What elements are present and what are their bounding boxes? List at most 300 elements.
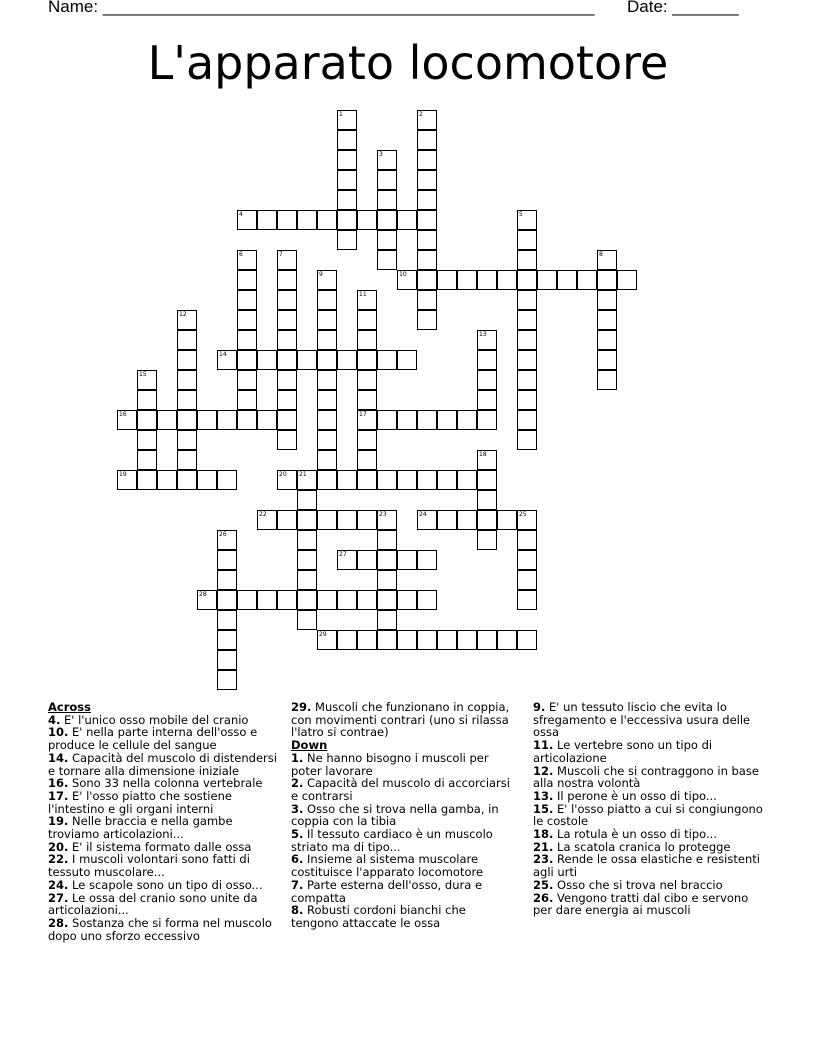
grid-cell[interactable] (137, 450, 157, 470)
grid-cell[interactable] (237, 330, 257, 350)
grid-cell[interactable] (237, 590, 257, 610)
grid-cell[interactable] (357, 210, 377, 230)
grid-cell[interactable] (337, 550, 357, 570)
grid-cell[interactable] (277, 290, 297, 310)
clue-text: La rotula è un osso di tipo... (557, 827, 717, 842)
clue-text: E' l'osso piatto a cui si congiungono le costole (533, 801, 763, 829)
grid-cell[interactable] (377, 190, 397, 210)
clue-number: 24. (48, 877, 69, 892)
clue-item (48, 892, 280, 917)
grid-cell[interactable] (477, 330, 497, 350)
clue-number: 16 (119, 411, 127, 418)
clue-text: Nelle braccia e nella gambe troviamo articolazioni... (48, 814, 233, 842)
grid-cell[interactable] (177, 310, 197, 330)
grid-cell[interactable] (517, 370, 537, 390)
grid-cell[interactable] (217, 410, 237, 430)
grid-cell[interactable] (417, 250, 437, 270)
grid-cell[interactable] (477, 450, 497, 470)
grid-cell[interactable] (357, 450, 377, 470)
clue-number: 8 (599, 251, 603, 258)
grid-cell[interactable] (257, 590, 277, 610)
grid-cell[interactable] (477, 390, 497, 410)
clue-number: 26 (219, 531, 227, 538)
grid-cell[interactable] (417, 270, 437, 290)
grid-cell[interactable] (257, 210, 277, 230)
grid-cell[interactable] (317, 590, 337, 610)
date-field[interactable]: Date: _______ (627, 0, 739, 16)
grid-cell[interactable] (217, 610, 237, 630)
grid-cell[interactable] (437, 630, 457, 650)
clue-item (533, 739, 763, 764)
grid-cell[interactable] (417, 130, 437, 150)
clue-item (48, 815, 280, 840)
grid-cell[interactable] (417, 170, 437, 190)
grid-cell[interactable] (357, 630, 377, 650)
clue-number: 6. (291, 852, 304, 867)
grid-cell[interactable] (617, 270, 637, 290)
clue-text: Muscoli che funzionano in coppia, con movimenti contrari (uno si rilassa l'latro si contrae) (291, 700, 510, 740)
clue-number: 6 (239, 251, 243, 258)
grid-cell[interactable] (257, 350, 277, 370)
grid-cell[interactable] (517, 410, 537, 430)
grid-cell[interactable] (217, 350, 237, 370)
grid-cell[interactable] (277, 210, 297, 230)
grid-cell[interactable] (537, 270, 557, 290)
grid-cell[interactable] (337, 150, 357, 170)
grid-cell[interactable] (337, 470, 357, 490)
clue-number: 2. (291, 776, 304, 791)
clue-number: 19. (48, 814, 69, 829)
grid-cell[interactable] (277, 590, 297, 610)
grid-cell[interactable] (477, 350, 497, 370)
grid-cell[interactable] (237, 390, 257, 410)
grid-cell[interactable] (317, 410, 337, 430)
clue-item (533, 853, 763, 878)
grid-cell[interactable] (597, 250, 617, 270)
grid-cell[interactable] (237, 250, 257, 270)
clue-number: 20. (48, 839, 69, 854)
clue-number: 9. (533, 700, 546, 714)
clues-column-1 (48, 701, 280, 942)
clue-item (291, 879, 516, 904)
grid-cell[interactable] (297, 570, 317, 590)
grid-cell[interactable] (457, 470, 477, 490)
grid-cell[interactable] (477, 270, 497, 290)
clue-number: 28 (199, 591, 207, 598)
grid-cell[interactable] (437, 510, 457, 530)
clue-number: 24 (419, 511, 427, 518)
grid-cell[interactable] (377, 510, 397, 530)
page-title: L'apparato locomotore (147, 36, 669, 90)
grid-cell[interactable] (517, 510, 537, 530)
grid-cell[interactable] (117, 470, 137, 490)
grid-cell[interactable] (517, 350, 537, 370)
grid-cell[interactable] (317, 390, 337, 410)
clue-text: E' l'osso piatto che sostiene l'intestino e gli organi interni (48, 788, 232, 816)
grid-cell[interactable] (517, 310, 537, 330)
grid-cell[interactable] (517, 590, 537, 610)
clue-text: Le vertebre sono un tipo di articolazione (533, 738, 713, 765)
grid-cell[interactable] (457, 510, 477, 530)
grid-cell[interactable] (437, 470, 457, 490)
grid-cell[interactable] (477, 410, 497, 430)
grid-cell[interactable] (377, 210, 397, 230)
grid-cell[interactable] (457, 630, 477, 650)
clue-number: 9 (319, 271, 323, 278)
grid-cell[interactable] (377, 250, 397, 270)
grid-cell[interactable] (197, 410, 217, 430)
grid-cell[interactable] (117, 410, 137, 430)
clue-item (291, 777, 516, 802)
clue-text: I muscoli volontari sono fatti di tessuto muscolare... (48, 852, 250, 880)
grid-cell[interactable] (277, 330, 297, 350)
grid-cell[interactable] (217, 570, 237, 590)
grid-cell[interactable] (557, 270, 577, 290)
grid-cell[interactable] (477, 530, 497, 550)
grid-cell[interactable] (277, 470, 297, 490)
grid-cell[interactable] (137, 390, 157, 410)
grid-cell[interactable] (217, 530, 237, 550)
clue-number: 8. (291, 903, 304, 918)
grid-cell[interactable] (417, 210, 437, 230)
grid-cell[interactable] (597, 350, 617, 370)
clue-number: 5. (291, 827, 304, 842)
grid-cell[interactable] (357, 590, 377, 610)
grid-cell[interactable] (517, 630, 537, 650)
grid-cell[interactable] (377, 610, 397, 630)
grid-cell[interactable] (217, 670, 237, 690)
clue-number: 15. (533, 801, 554, 816)
grid-cell[interactable] (517, 230, 537, 250)
grid-cell[interactable] (377, 350, 397, 370)
grid-cell[interactable] (517, 430, 537, 450)
clue-number: 28. (48, 915, 69, 930)
clue-number: 23 (379, 511, 387, 518)
grid-cell[interactable] (197, 590, 217, 610)
grid-cell[interactable] (397, 210, 417, 230)
grid-cell[interactable] (157, 410, 177, 430)
grid-cell[interactable] (177, 470, 197, 490)
grid-cell[interactable] (357, 430, 377, 450)
grid-cell[interactable] (337, 130, 357, 150)
clue-number: 14 (219, 351, 227, 358)
grid-cell[interactable] (177, 430, 197, 450)
grid-cell[interactable] (277, 350, 297, 370)
grid-cell[interactable] (597, 270, 617, 290)
grid-cell[interactable] (397, 350, 417, 370)
clue-number: 22. (48, 852, 69, 867)
clues-column-2 (291, 701, 516, 930)
grid-cell[interactable] (377, 630, 397, 650)
clue-number: 7. (291, 877, 304, 892)
clue-number: 3. (291, 801, 304, 816)
grid-cell[interactable] (437, 410, 457, 430)
grid-cell[interactable] (297, 490, 317, 510)
grid-cell[interactable] (597, 370, 617, 390)
grid-cell[interactable] (357, 470, 377, 490)
grid-cell[interactable] (177, 450, 197, 470)
grid-cell[interactable] (357, 550, 377, 570)
grid-cell[interactable] (237, 310, 257, 330)
grid-cell[interactable] (417, 590, 437, 610)
grid-cell[interactable] (137, 370, 157, 390)
grid-cell[interactable] (257, 410, 277, 430)
clue-text: Muscoli che si contraggono in base alla nostra volontà (533, 763, 759, 791)
clue-number: 1 (339, 111, 343, 118)
clue-text: Capacità del muscolo di accorciarsi e contrarsi (291, 776, 510, 803)
grid-cell[interactable] (377, 230, 397, 250)
grid-cell[interactable] (517, 390, 537, 410)
grid-cell[interactable] (417, 150, 437, 170)
grid-cell[interactable] (477, 490, 497, 510)
clue-number: 20 (279, 471, 287, 478)
clue-text: Osso che si trova nella gamba, in coppia con la tibia (291, 801, 499, 829)
grid-cell[interactable] (417, 630, 437, 650)
grid-cell[interactable] (517, 570, 537, 590)
grid-cell[interactable] (317, 310, 337, 330)
grid-cell[interactable] (277, 390, 297, 410)
grid-cell[interactable] (297, 350, 317, 370)
grid-cell[interactable] (277, 250, 297, 270)
grid-cell[interactable] (317, 510, 337, 530)
grid-cell[interactable] (277, 410, 297, 430)
grid-cell[interactable] (517, 550, 537, 570)
grid-cell[interactable] (337, 170, 357, 190)
grid-cell[interactable] (517, 330, 537, 350)
grid-cell[interactable] (517, 290, 537, 310)
grid-cell[interactable] (517, 270, 537, 290)
clue-text: E' l'unico osso mobile del cranio (64, 712, 249, 727)
grid-cell[interactable] (377, 150, 397, 170)
clue-number: 26. (533, 890, 554, 905)
grid-cell[interactable] (217, 590, 237, 610)
grid-cell[interactable] (457, 410, 477, 430)
grid-cell[interactable] (297, 590, 317, 610)
grid-cell[interactable] (477, 370, 497, 390)
grid-cell[interactable] (337, 190, 357, 210)
grid-cell[interactable] (417, 550, 437, 570)
grid-cell[interactable] (277, 430, 297, 450)
grid-cell[interactable] (297, 610, 317, 630)
grid-cell[interactable] (497, 510, 517, 530)
clue-number: 4. (48, 712, 61, 727)
clue-item (533, 892, 763, 917)
grid-cell[interactable] (397, 630, 417, 650)
grid-cell[interactable] (337, 350, 357, 370)
clue-text: Sostanza che si forma nel muscolo dopo uno sforzo eccessivo (48, 915, 272, 943)
grid-cell[interactable] (317, 370, 337, 390)
clue-item (48, 752, 280, 777)
grid-cell[interactable] (377, 590, 397, 610)
grid-cell[interactable] (417, 230, 437, 250)
grid-cell[interactable] (357, 350, 377, 370)
clue-text: La scatola cranica lo protegge (557, 839, 731, 854)
grid-cell[interactable] (577, 270, 597, 290)
grid-cell[interactable] (237, 270, 257, 290)
grid-cell[interactable] (417, 110, 437, 130)
clue-text: Il perone è un osso di tipo... (557, 788, 717, 803)
down-heading: Down (291, 738, 328, 753)
clue-item (48, 790, 280, 815)
grid-cell[interactable] (597, 330, 617, 350)
grid-cell[interactable] (337, 210, 357, 230)
clue-number: 17. (48, 788, 69, 803)
clue-item (291, 853, 516, 878)
grid-cell[interactable] (217, 650, 237, 670)
grid-cell[interactable] (397, 410, 417, 430)
grid-cell[interactable] (397, 550, 417, 570)
clue-item (291, 803, 516, 828)
grid-cell[interactable] (377, 410, 397, 430)
grid-cell[interactable] (297, 550, 317, 570)
clue-number: 11 (359, 291, 367, 298)
clue-number: 13 (479, 331, 487, 338)
grid-cell[interactable] (297, 530, 317, 550)
grid-cell[interactable] (337, 230, 357, 250)
grid-cell[interactable] (177, 370, 197, 390)
clue-number: 4 (239, 211, 243, 218)
grid-cell[interactable] (317, 450, 337, 470)
clue-number: 21 (299, 471, 307, 478)
grid-cell[interactable] (417, 190, 437, 210)
grid-cell[interactable] (477, 630, 497, 650)
grid-cell[interactable] (477, 510, 497, 530)
clue-number: 16. (48, 776, 69, 791)
grid-cell[interactable] (317, 210, 337, 230)
clue-number: 21. (533, 839, 554, 854)
grid-cell[interactable] (477, 470, 497, 490)
grid-cell[interactable] (397, 590, 417, 610)
grid-cell[interactable] (277, 510, 297, 530)
grid-cell[interactable] (277, 310, 297, 330)
clue-text: Ne hanno bisogno i muscoli per poter lavorare (291, 750, 489, 778)
grid-cell[interactable] (317, 290, 337, 310)
clue-text: Le ossa del cranio sono unite da articolazioni... (48, 890, 258, 918)
grid-cell[interactable] (137, 470, 157, 490)
grid-cell[interactable] (437, 270, 457, 290)
clue-number: 23. (533, 852, 554, 867)
grid-cell[interactable] (417, 310, 437, 330)
grid-cell[interactable] (357, 510, 377, 530)
grid-cell[interactable] (397, 270, 417, 290)
grid-cell[interactable] (417, 290, 437, 310)
grid-cell[interactable] (357, 390, 377, 410)
clue-number: 29. (291, 700, 312, 714)
grid-cell[interactable] (517, 210, 537, 230)
grid-cell[interactable] (317, 270, 337, 290)
clue-number: 27. (48, 890, 69, 905)
grid-cell[interactable] (237, 410, 257, 430)
grid-cell[interactable] (377, 170, 397, 190)
grid-cell[interactable] (177, 410, 197, 430)
grid-cell[interactable] (237, 370, 257, 390)
grid-cell[interactable] (257, 510, 277, 530)
clue-item (291, 701, 516, 739)
clue-number: 29 (319, 631, 327, 638)
grid-cell[interactable] (217, 550, 237, 570)
clue-number: 5 (519, 211, 523, 218)
grid-cell[interactable] (317, 430, 337, 450)
grid-cell[interactable] (237, 350, 257, 370)
clue-text: Capacità del muscolo di distendersi e tornare alla dimensione iniziale (48, 750, 277, 778)
grid-cell[interactable] (157, 470, 177, 490)
grid-cell[interactable] (177, 390, 197, 410)
grid-cell[interactable] (137, 430, 157, 450)
clue-number: 19 (119, 471, 127, 478)
clue-number: 10. (48, 725, 69, 740)
grid-cell[interactable] (317, 630, 337, 650)
grid-cell[interactable] (337, 630, 357, 650)
clue-item (48, 726, 280, 751)
clue-item (291, 828, 516, 853)
grid-cell[interactable] (217, 470, 237, 490)
grid-cell[interactable] (417, 410, 437, 430)
grid-cell[interactable] (597, 310, 617, 330)
grid-cell[interactable] (377, 470, 397, 490)
grid-cell[interactable] (277, 270, 297, 290)
grid-cell[interactable] (377, 550, 397, 570)
grid-cell[interactable] (457, 270, 477, 290)
grid-cell[interactable] (397, 470, 417, 490)
clue-number: 18 (479, 451, 487, 458)
grid-cell[interactable] (237, 210, 257, 230)
grid-cell[interactable] (377, 570, 397, 590)
grid-cell[interactable] (177, 350, 197, 370)
grid-cell[interactable] (237, 290, 257, 310)
grid-cell[interactable] (177, 330, 197, 350)
grid-cell[interactable] (517, 250, 537, 270)
grid-cell[interactable] (317, 470, 337, 490)
grid-cell[interactable] (497, 270, 517, 290)
grid-cell[interactable] (517, 530, 537, 550)
grid-cell[interactable] (277, 370, 297, 390)
grid-cell[interactable] (497, 630, 517, 650)
clue-text: Robusti cordoni bianchi che tengono attaccate le ossa (291, 903, 466, 930)
grid-cell[interactable] (297, 470, 317, 490)
clue-number: 11. (533, 738, 554, 753)
grid-cell[interactable] (357, 370, 377, 390)
grid-cell[interactable] (597, 290, 617, 310)
clues-column-3 (533, 701, 763, 917)
grid-cell[interactable] (357, 330, 377, 350)
grid-cell[interactable] (337, 510, 357, 530)
clue-text: Il tessuto cardiaco è un muscolo striato ma di tipo... (291, 827, 493, 854)
grid-cell[interactable] (137, 410, 157, 430)
clue-number: 7 (279, 251, 283, 258)
grid-cell[interactable] (417, 510, 437, 530)
clue-item (533, 765, 763, 790)
clue-number: 3 (379, 151, 383, 158)
grid-cell[interactable] (297, 510, 317, 530)
name-field[interactable]: Name: ____________________________________________________ (48, 0, 595, 16)
grid-cell[interactable] (357, 310, 377, 330)
grid-cell[interactable] (357, 410, 377, 430)
grid-cell[interactable] (337, 590, 357, 610)
grid-cell[interactable] (317, 350, 337, 370)
grid-cell[interactable] (357, 290, 377, 310)
clue-item (48, 917, 280, 942)
grid-cell[interactable] (317, 330, 337, 350)
grid-cell[interactable] (337, 110, 357, 130)
grid-cell[interactable] (377, 530, 397, 550)
grid-cell[interactable] (197, 470, 217, 490)
clue-item (533, 701, 763, 739)
clue-number: 15 (139, 371, 147, 378)
grid-cell[interactable] (297, 210, 317, 230)
grid-cell[interactable] (217, 630, 237, 650)
across-heading: Across (48, 700, 91, 714)
grid-cell[interactable] (417, 470, 437, 490)
